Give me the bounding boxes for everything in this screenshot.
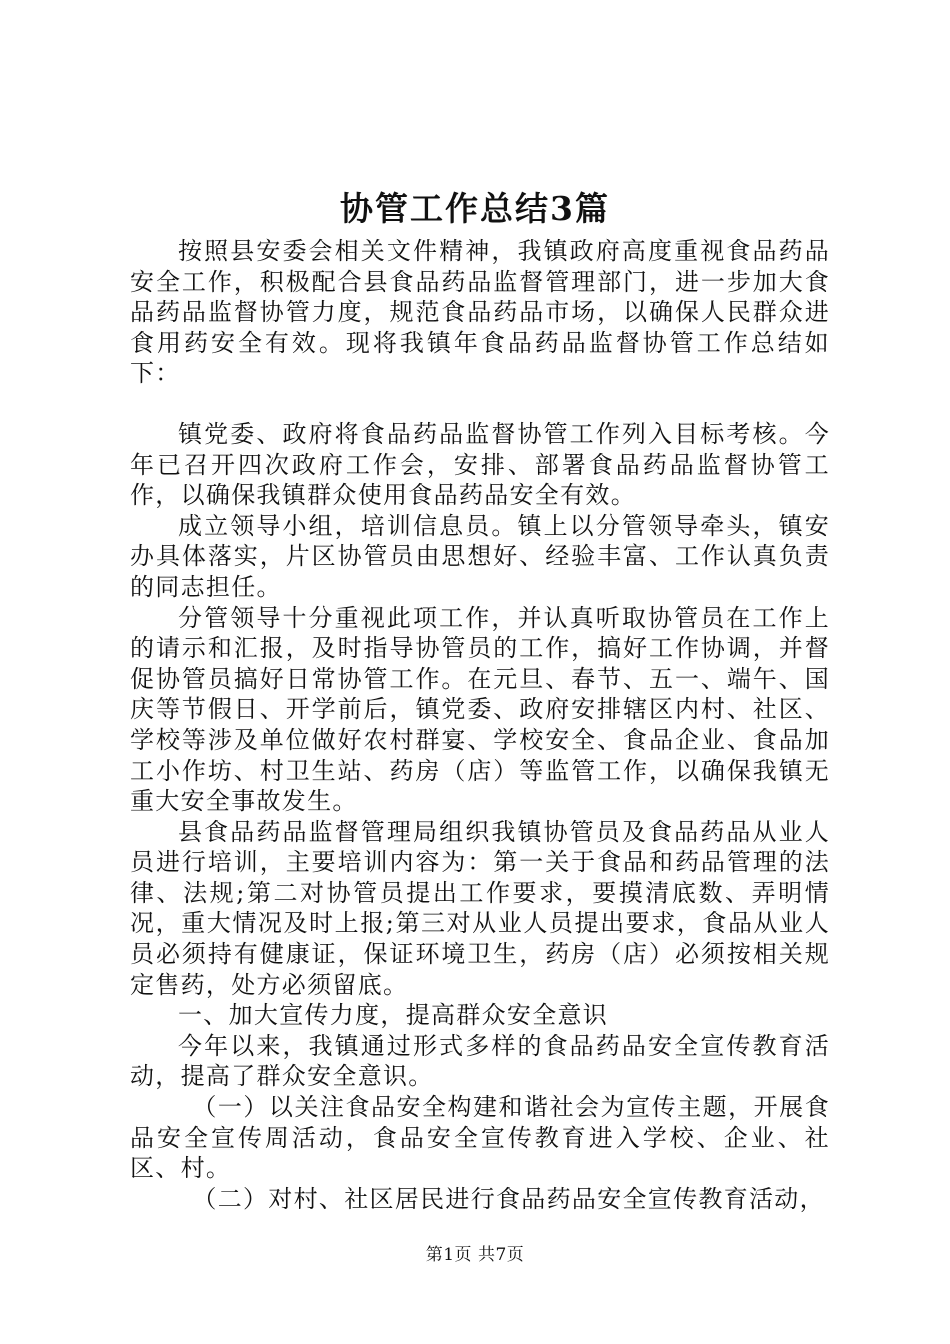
paragraph-publicity: 今年以来，我镇通过形式多样的食品药品安全宣传教育活动，提高了群众安全意识。 — [130, 1031, 830, 1091]
paragraph-training: 县食品药品监督管理局组织我镇协管员及食品药品从业人员进行培训，主要培训内容为：第一关于食品和药品管理的法律、法规;第二对协管员提出工作要求，要摸清底数、弄明情况，重大情况及时上报;第三对从业人员提出要求，食品从业人员必须持有健康证，保证环境卫生，药房（店）必须按相关规定售药，处方必须留底。 — [130, 817, 830, 999]
document-body — [130, 236, 830, 1214]
paragraph-intro: 按照县安委会相关文件精神，我镇政府高度重视食品药品安全工作，积极配合县食品药品监督管理部门，进一步加大食品药品监督协管力度，规范食品药品市场，以确保人民群众进食用药安全有效。现将我镇年食品药品监督协管工作总结如下： — [130, 237, 830, 388]
list-item-publicity-1: （一）以关注食品安全构建和谐社会为宣传主题，开展食品安全宣传周活动，食品安全宣传教育进入学校、企业、社区、村。 — [130, 1093, 830, 1183]
paragraph-assessment: 镇党委、政府将食品药品监督协管工作列入目标考核。今年已召开四次政府工作会，安排、部署食品药品监督协管工作，以确保我镇群众使用食品药品安全有效。 — [130, 419, 830, 510]
list-item-publicity-2: （二）对村、社区居民进行食品药品安全宣传教育活动， — [192, 1184, 825, 1213]
paragraph-supervision: 分管领导十分重视此项工作，并认真听取协管员在工作上的请示和汇报，及时指导协管员的工作，搞好工作协调，并督促协管员搞好日常协管工作。在元旦、春节、五一、端午、国庆等节假日、开学前后，镇党委、政府安排辖区内村、社区、学校等涉及单位做好农村群宴、学校安全、食品企业、食品加工小作坊、村卫生站、药房（店）等监管工作，以确保我镇无重大安全事故发生。 — [130, 603, 830, 816]
section-heading-publicity: 一、加大宣传力度，提高群众安全意识 — [178, 1001, 609, 1030]
paragraph-leadership-group: 成立领导小组，培训信息员。镇上以分管领导牵头，镇安办具体落实，片区协管员由思想好、经验丰富、工作认真负责的同志担任。 — [130, 511, 830, 601]
document-title: 协管工作总结3篇 — [340, 189, 610, 228]
page-number: 第1页 共7页 — [425, 1245, 525, 1265]
